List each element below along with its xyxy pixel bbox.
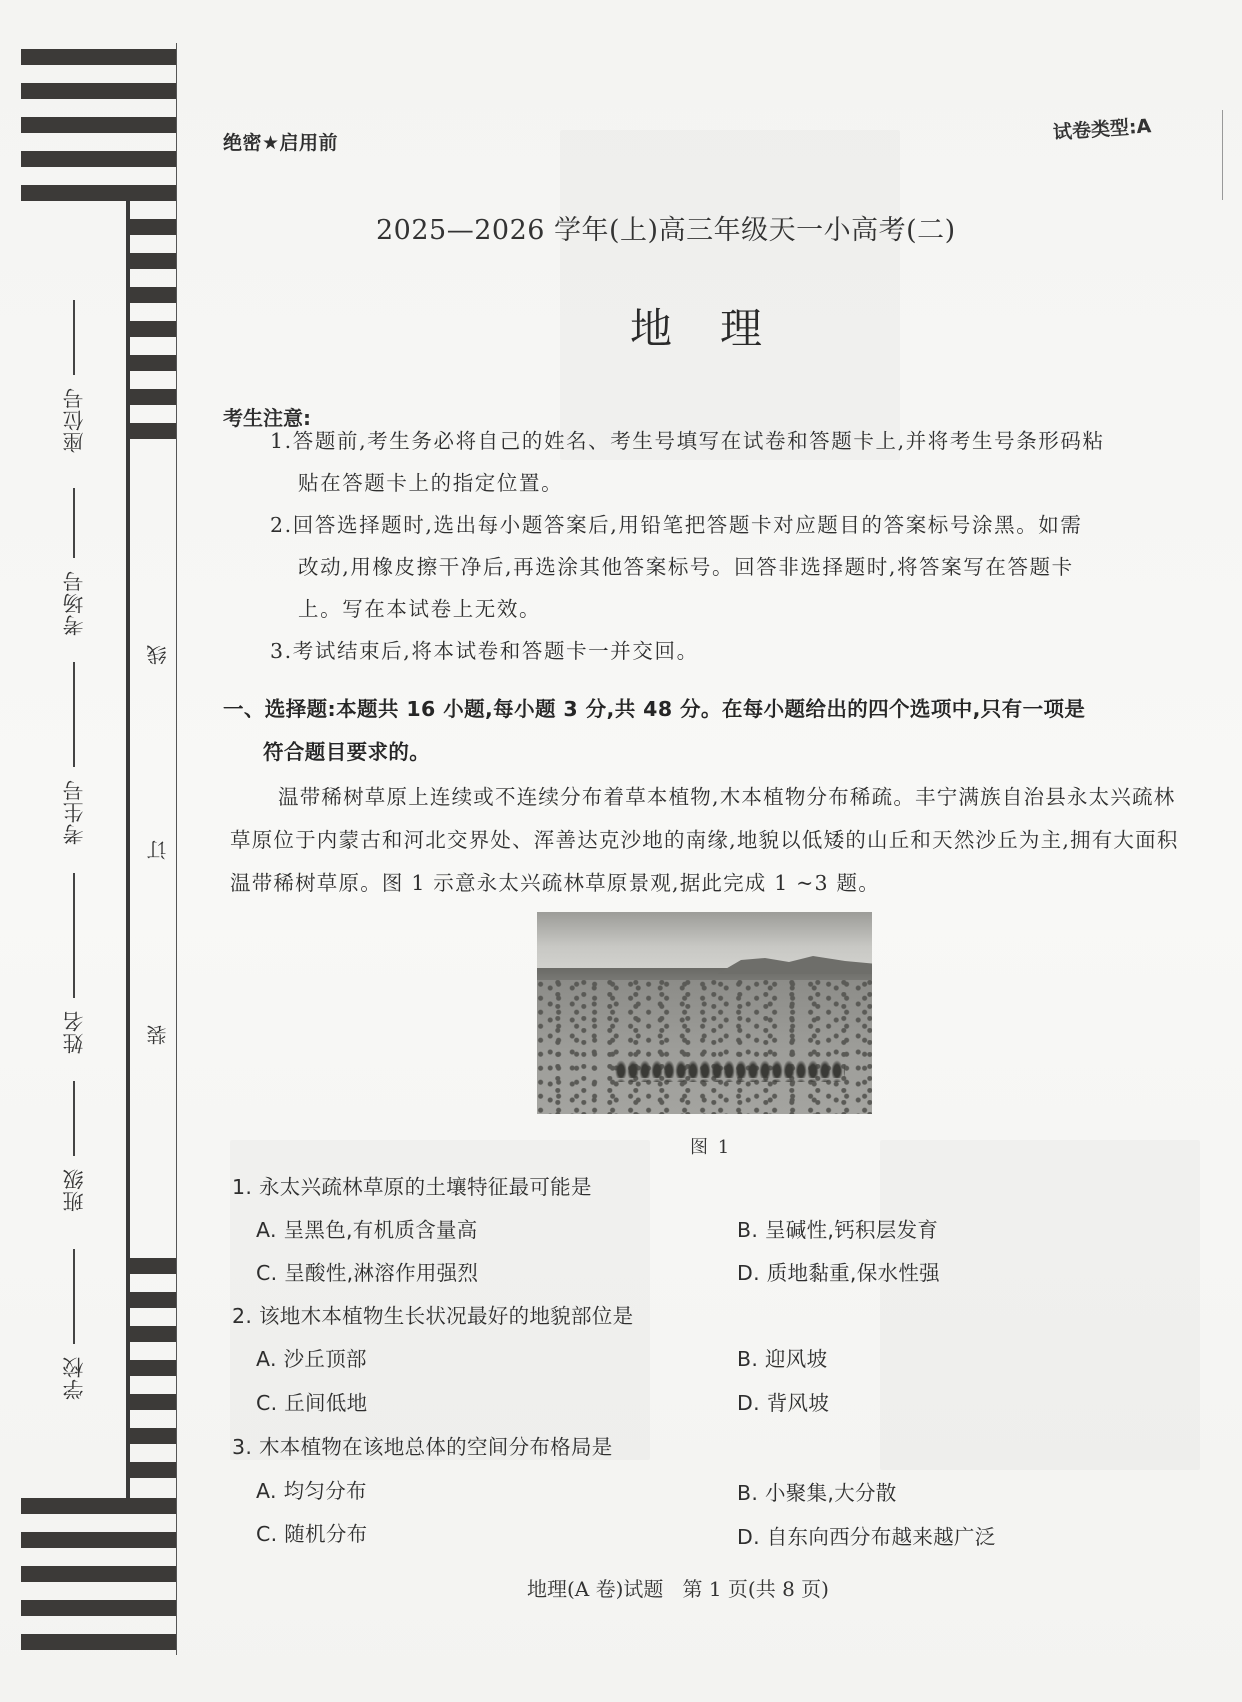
- barcode-stripe: [21, 49, 176, 65]
- notice-item-text: 3.考试结束后,将本试卷和答题卡一并交回。: [270, 639, 699, 663]
- reading-passage: 温带稀树草原上连续或不连续分布着草本植物,木本植物分布稀疏。丰宁满族自治县永太兴疏林草原位于内蒙古和河北交界处、浑善达克沙地的南缘,地貌以低矮的山丘和天然沙丘为主,拥有大面积温带稀树草原。图 1 示意永太兴疏林草原景观,据此完成 1 ~3 题。: [230, 785, 1179, 895]
- barcode-stripe: [129, 287, 176, 303]
- barcode-stripe: [129, 1258, 176, 1274]
- binding-mark-bind: 装: [146, 1025, 170, 1045]
- photo-tree-band: [615, 1060, 845, 1082]
- figure-1-photo: [537, 912, 872, 1114]
- exam-room-label: 考场号: [62, 570, 86, 636]
- barcode-stripe: [129, 1462, 176, 1478]
- binding-margin: [0, 0, 200, 1702]
- fill-in-line[interactable]: [73, 1081, 75, 1156]
- question-1-option-d[interactable]: D. 质地黏重,保水性强: [737, 1261, 940, 1285]
- show-through-shadow: [880, 1140, 1200, 1470]
- notice-heading: 考生注意:: [223, 406, 311, 430]
- barcode-stripe: [129, 1394, 176, 1410]
- exam-room-field[interactable]: [54, 488, 94, 636]
- question-1-stem: 1. 永太兴疏林草原的土壤特征最可能是: [232, 1175, 592, 1199]
- fill-in-line[interactable]: [73, 300, 75, 375]
- barcode-stripe: [21, 1566, 176, 1582]
- candidate-number-field[interactable]: [54, 662, 94, 845]
- question-2-stem: 2. 该地木本植物生长状况最好的地貌部位是: [232, 1304, 634, 1328]
- figure-caption: 图 1: [690, 1137, 732, 1158]
- notice-item-3: [270, 630, 1180, 672]
- question-2-option-d[interactable]: D. 背风坡: [737, 1391, 830, 1415]
- barcode-stripe: [21, 117, 176, 133]
- notice-item-continuation: 上。写在本试卷上无效。: [298, 597, 542, 621]
- fill-in-line[interactable]: [73, 1249, 75, 1344]
- barcode-stripe: [129, 423, 176, 439]
- binding-mark-line: 线: [146, 645, 170, 665]
- school-label: 学校: [62, 1356, 86, 1400]
- barcode-stripe: [21, 151, 176, 167]
- barcode-stripe: [129, 389, 176, 405]
- barcode-stripe: [21, 1498, 176, 1514]
- show-through-shadow: [560, 130, 900, 460]
- fill-in-line[interactable]: [73, 488, 75, 558]
- barcode-stripe: [21, 1532, 176, 1548]
- section-heading: [223, 688, 1183, 774]
- question-3-option-b[interactable]: B. 小聚集,大分散: [737, 1481, 897, 1505]
- binding-mark-staple: 订: [146, 840, 170, 860]
- page-footer: 地理(A 卷)试题 第 1 页(共 8 页): [527, 1577, 829, 1601]
- subject-title: 地理: [630, 304, 811, 353]
- barcode-stripe: [129, 1428, 176, 1444]
- question-2-option-a[interactable]: A. 沙丘顶部: [256, 1347, 367, 1371]
- barcode-stripe: [21, 185, 176, 201]
- name-label: 姓名: [62, 1010, 86, 1054]
- question-3-option-d[interactable]: D. 自东向西分布越来越广泛: [737, 1525, 996, 1549]
- photo-grassland: [537, 980, 872, 1114]
- barcode-stripe: [129, 321, 176, 337]
- confidential-label: 绝密★启用前: [223, 132, 339, 154]
- notice-item-2: [270, 504, 1180, 630]
- notice-item-continuation: 贴在答题卡上的指定位置。: [298, 471, 564, 495]
- barcode-stripe: [129, 355, 176, 371]
- exam-title: 2025—2026 学年(上)高三年级天一小高考(二): [376, 215, 956, 246]
- barcode-stripe: [129, 253, 176, 269]
- fill-in-line[interactable]: [73, 873, 75, 998]
- question-2-option-c[interactable]: C. 丘间低地: [256, 1391, 368, 1415]
- paper-type-label: 试卷类型:A: [1052, 115, 1152, 144]
- barcode-stripe: [21, 83, 176, 99]
- barcode-stripe: [129, 219, 176, 235]
- section-heading-text: 一、选择题:本题共 16 小题,每小题 3 分,共 48 分。在每小题给出的四个选项中,只有一项是: [223, 697, 1086, 721]
- name-field[interactable]: [54, 873, 94, 1054]
- class-field[interactable]: [54, 1081, 94, 1212]
- notice-item-text: 1.答题前,考生务必将自己的姓名、考生号填写在试卷和答题卡上,并将考生号条形码粘: [270, 429, 1105, 453]
- notice-item-continuation: 改动,用橡皮擦干净后,再选涂其他答案标号。回答非选择题时,将答案写在答题卡: [298, 555, 1074, 579]
- question-3-option-c[interactable]: C. 随机分布: [256, 1522, 368, 1546]
- section-heading-continuation: 符合题目要求的。: [263, 740, 431, 764]
- question-1-option-a[interactable]: A. 呈黑色,有机质含量高: [256, 1218, 478, 1242]
- barcode-stripe: [21, 1634, 176, 1650]
- notice-item-text: 2.回答选择题时,选出每小题答案后,用铅笔把答题卡对应题目的答案标号涂黑。如需: [270, 513, 1083, 537]
- seat-number-label: 座位号: [62, 387, 86, 453]
- question-3-stem: 3. 木本植物在该地总体的空间分布格局是: [232, 1435, 613, 1459]
- candidate-number-label: 考生号: [62, 779, 86, 845]
- question-1-option-c[interactable]: C. 呈酸性,淋溶作用强烈: [256, 1261, 479, 1285]
- question-3-option-a[interactable]: A. 均匀分布: [256, 1479, 367, 1503]
- school-field[interactable]: [54, 1249, 94, 1400]
- seat-number-field[interactable]: [54, 300, 94, 453]
- question-1-option-b[interactable]: B. 呈碱性,钙积层发育: [737, 1218, 939, 1242]
- binding-rule: [176, 43, 177, 1655]
- barcode-stripe: [129, 1360, 176, 1376]
- notice-item-1: [270, 420, 1180, 504]
- barcode-stripe: [129, 1326, 176, 1342]
- page-edge-rule: [1222, 110, 1223, 200]
- fill-in-line[interactable]: [73, 662, 75, 767]
- barcode-stripe: [21, 1600, 176, 1616]
- question-2-option-b[interactable]: B. 迎风坡: [737, 1347, 828, 1371]
- barcode-stripe: [129, 1292, 176, 1308]
- class-label: 班级: [62, 1168, 86, 1212]
